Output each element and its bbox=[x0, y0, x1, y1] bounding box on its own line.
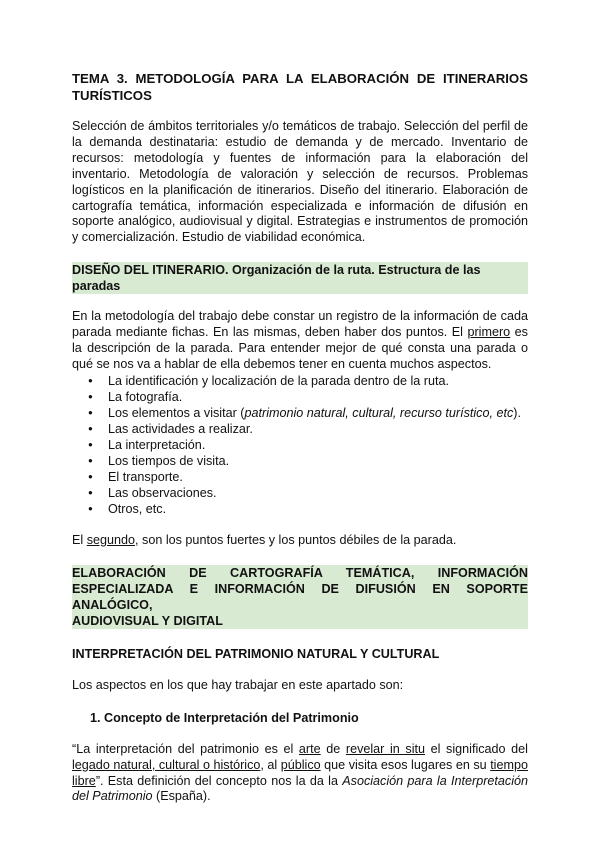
quote-text: , al bbox=[260, 757, 281, 772]
quote-text: que visita esos lugares en su bbox=[320, 757, 491, 772]
quote-underlined: arte bbox=[298, 741, 321, 756]
list-item: ● La identificación y localización de la parada dentro de la ruta. bbox=[72, 373, 528, 389]
ficha-paragraph bbox=[72, 309, 528, 373]
quote-text-end: (España). bbox=[152, 789, 211, 804]
list-item: ● Las observaciones. bbox=[72, 485, 528, 501]
quote-italic: Asociación para la Interpretación del Patrimonio bbox=[72, 773, 528, 804]
section-heading-diseno bbox=[72, 262, 528, 294]
list-item-text: Los elementos a visitar ( bbox=[108, 405, 245, 420]
ficha-paragraph-text: En la metodología del trabajo debe constar un registro de la información de cada parada mediante fichas. En las mismas, deben haber dos puntos. El bbox=[72, 309, 528, 340]
aspects-intro: Los aspectos en los que hay trabajar en este apartado son: bbox=[72, 677, 404, 692]
quote-text: el significado del bbox=[425, 741, 528, 756]
quote-text: ”. Esta definición del concepto nos la da la bbox=[95, 773, 343, 788]
segundo-paragraph bbox=[72, 533, 528, 549]
segundo-paragraph-text-end: , son los puntos fuertes y los puntos débiles de la parada. bbox=[135, 532, 457, 547]
definition-quote bbox=[72, 742, 528, 806]
quote-underlined: revelar in situ bbox=[345, 741, 426, 756]
section-heading-cartografia-line-2: ESPECIALIZADA E INFORMACIÓN DE DIFUSIÓN EN SOPORTE ANALÓGICO, bbox=[72, 581, 528, 612]
list-item: ● El transporte. bbox=[72, 469, 528, 485]
quote-text: de bbox=[320, 741, 346, 756]
quote-underlined: tiempo libre bbox=[72, 757, 528, 788]
ficha-paragraph-text-end: es la descripción de la parada. Para entender mejor de qué consta una parada o qué se nos va a hablar de ella debemos tener en cuenta muchos aspectos. bbox=[72, 325, 528, 371]
page-title-line-2: TURÍSTICOS bbox=[72, 88, 152, 103]
quote-underlined: público bbox=[280, 757, 321, 772]
section-heading-interpretacion: INTERPRETACIÓN DEL PATRIMONIO NATURAL Y CULTURAL bbox=[72, 646, 440, 661]
document-content bbox=[72, 70, 528, 805]
section-heading-cartografia-line-1: ELABORACIÓN DE CARTOGRAFÍA TEMÁTICA, INFORMACIÓN bbox=[72, 565, 528, 580]
list-item: ● Las actividades a realizar. bbox=[72, 421, 528, 437]
intro-paragraph: Selección de ámbitos territoriales y/o temáticos de trabajo. Selección del perfil de la demanda destinataria: estudio de demanda y de mercado. Inventario de recursos: metodología y fuentes de información para la elaboración del inventario. Metodología de valoración y selección de recursos. Problemas logísticos en la planificación de itinerarios. Diseño del itinerario. Elaboración de cartografía temática, información especializada e información de difusión en soporte analógico, audiovisual y digital. Estrategias e instrumentos de promoción y comercialización. Estudio de viabilidad económica. bbox=[72, 119, 528, 245]
primero-link: primero bbox=[467, 325, 511, 340]
list-item bbox=[72, 405, 528, 421]
list-item: ● Otros, etc. bbox=[72, 501, 528, 517]
segundo-link: segundo bbox=[86, 532, 136, 547]
section-heading-diseno-text: DISEÑO DEL ITINERARIO. Organización de la ruta. Estructura de las paradas bbox=[72, 263, 481, 294]
page-title bbox=[72, 70, 528, 104]
list-item: ● La fotografía. bbox=[72, 389, 528, 405]
numbered-heading-concepto: 1. Concepto de Interpretación del Patrimonio bbox=[90, 710, 359, 725]
list-item: ● Los tiempos de visita. bbox=[72, 453, 528, 469]
list-item: ● La interpretación. bbox=[72, 437, 528, 453]
section-heading-cartografia bbox=[72, 565, 528, 629]
list-item-italic: patrimonio natural, cultural, recurso turístico, etc bbox=[244, 405, 514, 420]
quote-text: “La interpretación del patrimonio es el bbox=[72, 741, 299, 756]
page-title-line-1: TEMA 3. METODOLOGÍA PARA LA ELABORACIÓN DE ITINERARIOS bbox=[72, 71, 528, 86]
list-item-text-end: ). bbox=[513, 405, 521, 420]
segundo-paragraph-text: El bbox=[72, 532, 87, 547]
section-heading-cartografia-line-3: AUDIOVISUAL Y DIGITAL bbox=[72, 613, 223, 628]
stop-aspects-list bbox=[72, 373, 528, 517]
quote-underlined: legado natural, cultural o histórico bbox=[72, 757, 261, 772]
